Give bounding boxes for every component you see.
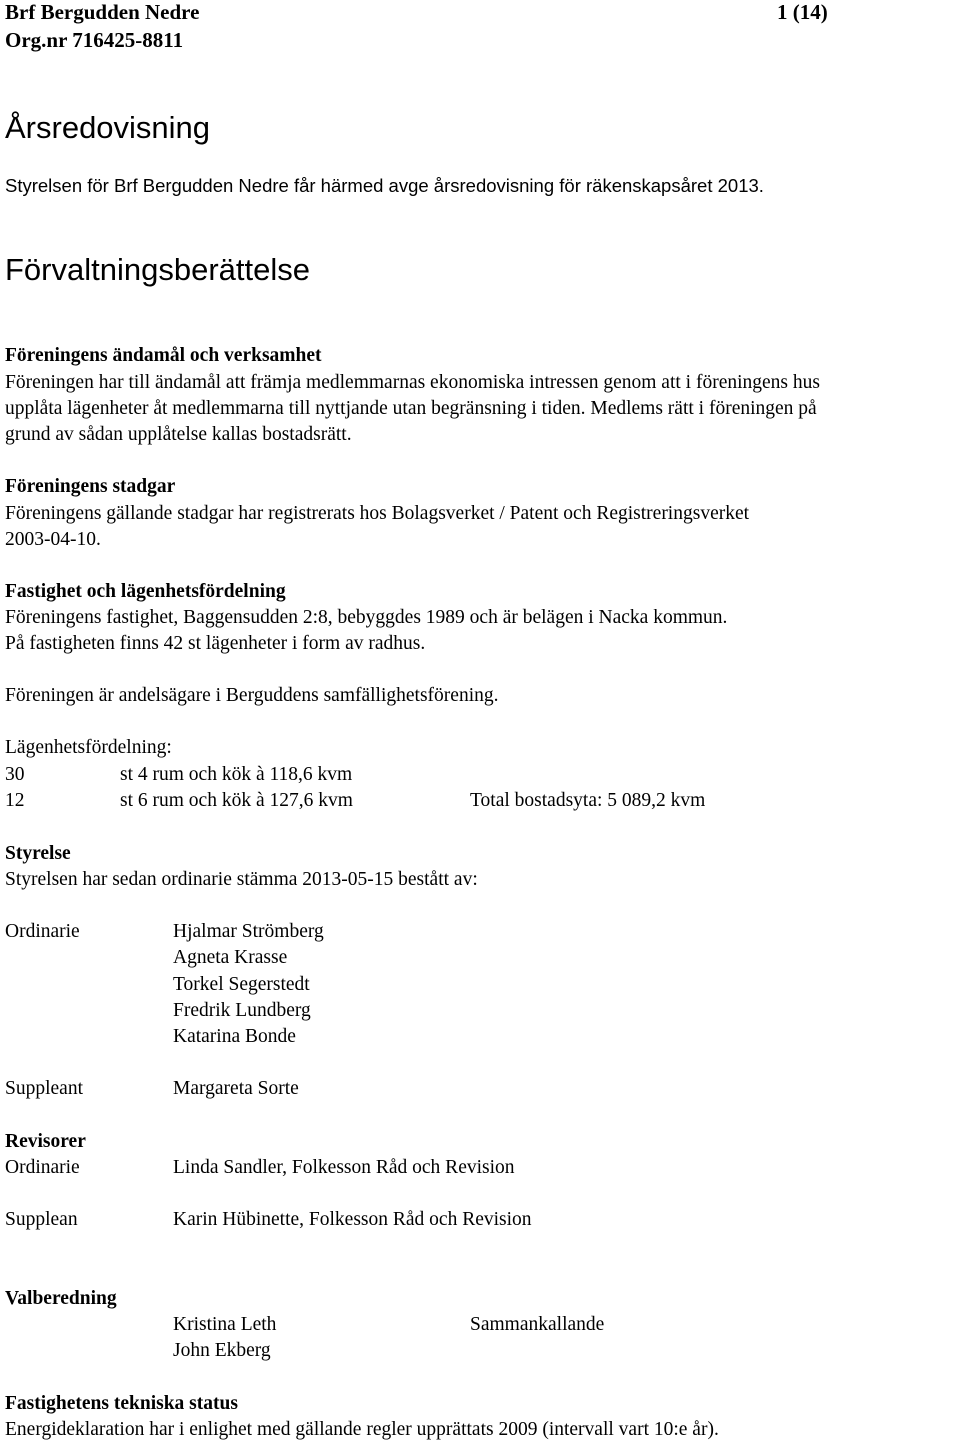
technical-text: Energideklaration har i enlighet med gällande regler upprättats 2009 (intervall vart 10:e år). [5, 1419, 719, 1440]
purpose-line: upplåta lägenheter åt medlemmarna till nyttjande utan begränsning i tiden. Medlems rätt i föreningen på [5, 398, 817, 419]
property-line: På fastigheten finns 42 st lägenheter i form av radhus. [5, 633, 426, 654]
board-member: Katarina Bonde [173, 1026, 296, 1047]
board-member: Hjalmar Strömberg [173, 921, 324, 942]
auditors-heading: Revisorer [5, 1131, 86, 1152]
distribution-label: Lägenhetsfördelning: [5, 737, 172, 758]
purpose-line: grund av sådan upplåtelse kallas bostadsrätt. [5, 424, 352, 445]
org-name: Brf Bergudden Nedre [5, 0, 200, 24]
page-number: 1 (14) [777, 0, 828, 24]
purpose-line: Föreningen har till ändamål att främja medlemmarnas ekonomiska intressen genom att i föreningens hus [5, 372, 820, 393]
nomination-heading: Valberedning [5, 1288, 117, 1309]
property-line: Föreningens fastighet, Baggensudden 2:8, bebyggdes 1989 och är belägen i Nacka kommun. [5, 607, 728, 628]
auditor-deputy-label: Supplean [5, 1209, 78, 1230]
nomination-member: John Ekberg [173, 1340, 271, 1361]
intro-text: Styrelsen för Brf Bergudden Nedre får härmed avge årsredovisning för räkenskapsåret 2013. [5, 175, 764, 196]
board-heading: Styrelse [5, 843, 71, 864]
auditor-ordinary: Linda Sandler, Folkesson Råd och Revision [173, 1157, 515, 1178]
purpose-heading: Föreningens ändamål och verksamhet [5, 345, 322, 366]
document-title: Årsredovisning [5, 110, 211, 145]
total-living-area: Total bostadsyta: 5 089,2 kvm [470, 790, 706, 811]
section-title: Förvaltningsberättelse [5, 252, 310, 287]
apartment-description: st 6 rum och kök à 127,6 kvm [120, 790, 353, 811]
board-ordinary-label: Ordinarie [5, 921, 80, 942]
board-deputy-label: Suppleant [5, 1078, 83, 1099]
auditor-ordinary-label: Ordinarie [5, 1157, 80, 1178]
board-deputy-member: Margareta Sorte [173, 1078, 299, 1099]
board-member: Fredrik Lundberg [173, 1000, 311, 1021]
org-number: Org.nr 716425-8811 [5, 28, 184, 52]
statutes-line: Föreningens gällande stadgar har registrerats hos Bolagsverket / Patent och Registreringsverket [5, 503, 750, 524]
statutes-heading: Föreningens stadgar [5, 476, 176, 497]
board-intro: Styrelsen har sedan ordinarie stämma 2013-05-15 bestått av: [5, 869, 478, 890]
apartment-count: 30 [5, 764, 25, 785]
technical-heading: Fastighetens tekniska status [5, 1393, 238, 1414]
nomination-convener-role: Sammankallande [470, 1314, 605, 1335]
board-member: Torkel Segerstedt [173, 974, 310, 995]
board-member: Agneta Krasse [173, 947, 288, 968]
apartment-count: 12 [5, 790, 25, 811]
property-heading: Fastighet och lägenhetsfördelning [5, 581, 286, 602]
statutes-line: 2003-04-10. [5, 529, 101, 550]
auditor-deputy: Karin Hübinette, Folkesson Råd och Revision [173, 1209, 532, 1230]
nomination-member: Kristina Leth [173, 1314, 277, 1335]
association-note: Föreningen är andelsägare i Berguddens samfällighetsförening. [5, 685, 499, 706]
apartment-description: st 4 rum och kök à 118,6 kvm [120, 764, 353, 785]
